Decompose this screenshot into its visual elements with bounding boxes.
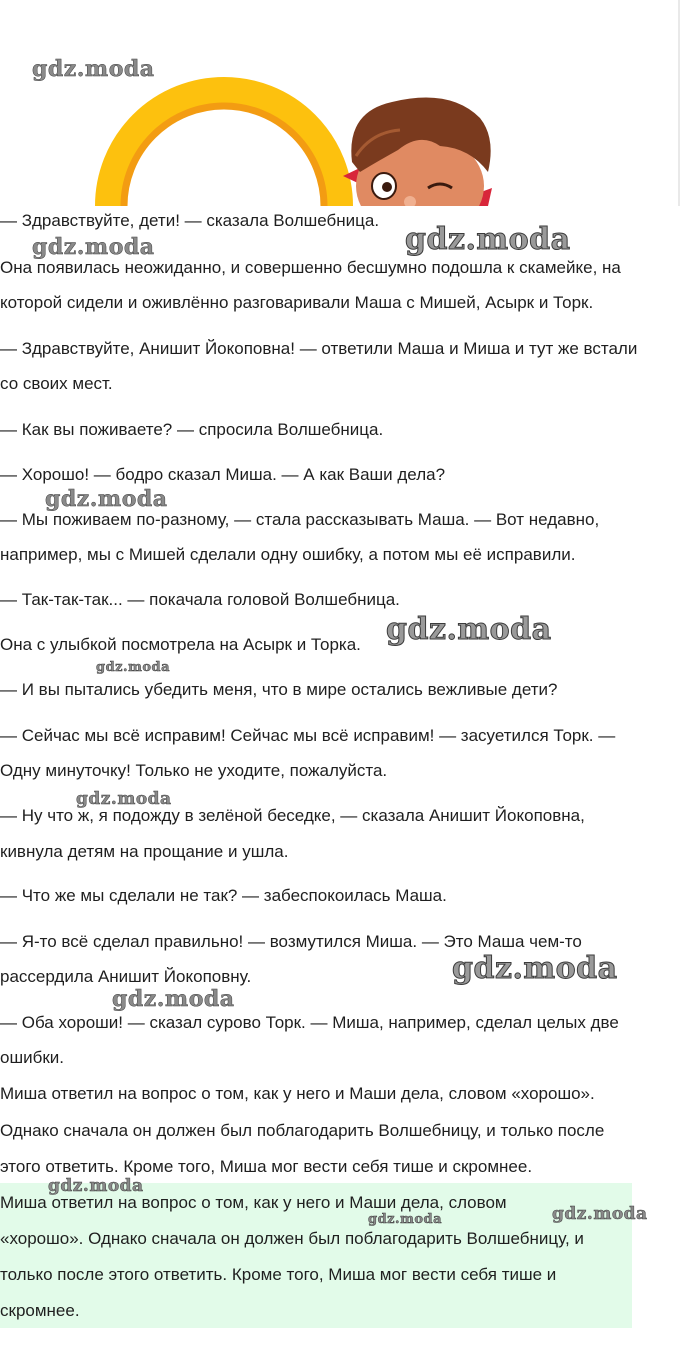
answer-line: «хорошо». Однако сначала он должен был поблагодарить Волшебницу, и (0, 1229, 584, 1248)
text-line: Однако сначала он должен был поблагодарить Волшебницу, и только после (0, 1121, 605, 1140)
text-line: — Ну что ж, я подожду в зелёной беседке, — сказала Анишит Йокоповна, (0, 806, 585, 825)
text-line: кивнула детям на прощание и ушла. (0, 842, 289, 861)
watermark-logo: gdz.moda (45, 486, 168, 512)
watermark-logo: gdz.moda (112, 986, 235, 1012)
watermark-logo: gdz.moda (32, 56, 155, 82)
text-line: — Здравствуйте, дети! — сказала Волшебница. (0, 211, 380, 230)
answer-line: скромнее. (0, 1301, 80, 1320)
text-line: — Оба хороши! — сказал сурово Торк. — Миша, например, сделал целых две (0, 1013, 619, 1032)
header-illustration (0, 0, 680, 206)
text-line: Она появилась неожиданно, и совершенно бесшумно подошла к скамейке, на (0, 258, 621, 277)
answer-line: Миша ответил на вопрос о том, как у него и Маши дела, словом (0, 1193, 507, 1212)
text-line: Одну минуточку! Только не уходите, пожалуйста. (0, 761, 388, 780)
text-line: Она с улыбкой посмотрела на Асырк и Торка. (0, 635, 361, 654)
answer-line: только после этого ответить. Кроме того, Миша мог вести себя тише и (0, 1265, 557, 1284)
watermark-logo: gdz.moda (96, 660, 171, 675)
text-line: со своих мест. (0, 374, 113, 393)
text-line: этого ответить. Кроме того, Миша мог вести себя тише и скромнее. (0, 1157, 533, 1176)
text-line: — Сейчас мы всё исправим! Сейчас мы всё исправим! — засуетился Торк. — (0, 726, 616, 745)
text-line: — И вы пытались убедить меня, что в мире остались вежливые дети? (0, 680, 558, 699)
text-line: ошибки. (0, 1048, 64, 1067)
watermark-logo: gdz.moda (48, 1176, 144, 1196)
text-line: — Здравствуйте, Анишит Йокоповна! — ответили Маша и Миша и тут же встали (0, 339, 638, 358)
watermark-logo: gdz.moda (368, 1212, 443, 1227)
watermark-logo: gdz.moda (405, 222, 571, 257)
text-line: Миша ответил на вопрос о том, как у него и Маши дела, словом «хорошо». (0, 1084, 595, 1103)
text-line: — Хорошо! — бодро сказал Миша. — А как Ваши дела? (0, 465, 446, 484)
rainbow-character-illustration (0, 0, 680, 206)
text-line: например, мы с Мишей сделали одну ошибку, а потом мы её исправили. (0, 545, 576, 564)
watermark-logo: gdz.moda (552, 1204, 648, 1224)
text-line: — Что же мы сделали не так? — забеспокоилась Маша. (0, 886, 447, 905)
text-line: рассердила Анишит Йокоповну. (0, 967, 252, 986)
watermark-logo: gdz.moda (76, 789, 172, 809)
watermark-logo: gdz.moda (452, 951, 618, 986)
text-line: которой сидели и оживлённо разговаривали Маша с Мишей, Асырк и Торк. (0, 293, 594, 312)
text-line: — Мы поживаем по-разному, — стала рассказывать Маша. — Вот недавно, (0, 510, 600, 529)
watermark-logo: gdz.moda (32, 234, 155, 260)
text-line: — Как вы поживаете? — спросила Волшебница. (0, 420, 384, 439)
text-line: — Я-то всё сделал правильно! — возмутился Миша. — Это Маша чем-то (0, 932, 582, 951)
text-line: — Так-так-так... — покачала головой Волшебница. (0, 590, 400, 609)
watermark-logo: gdz.moda (386, 612, 552, 647)
